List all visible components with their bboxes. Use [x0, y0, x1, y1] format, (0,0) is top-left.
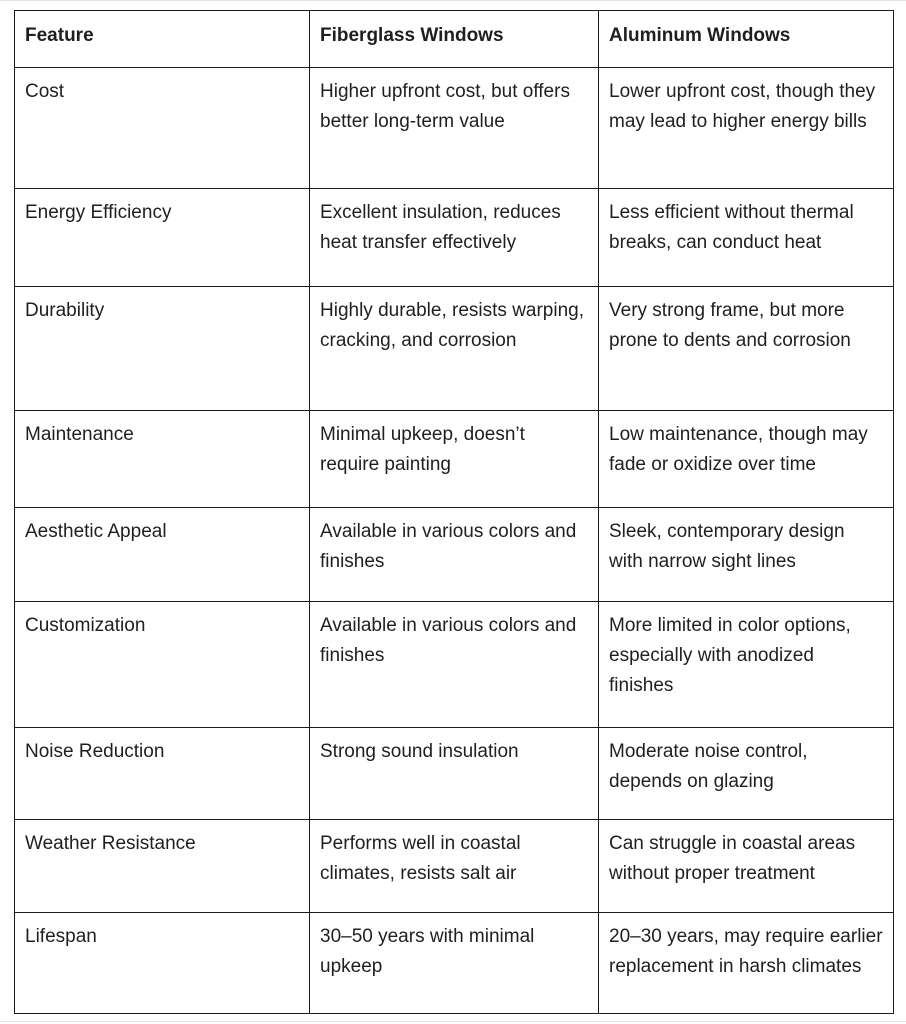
header-fiberglass: Fiberglass Windows	[310, 11, 599, 68]
cell-fiberglass: Higher upfront cost, but offers better long-term value	[310, 68, 599, 189]
table-row	[15, 820, 894, 913]
cell-aluminum: Sleek, contemporary design with narrow sight lines	[599, 508, 894, 602]
cell-feature: Lifespan	[15, 913, 310, 1014]
cell-fiberglass: Performs well in coastal climates, resists salt air	[310, 820, 599, 913]
table-row	[15, 189, 894, 287]
cell-aluminum: Very strong frame, but more prone to dents and corrosion	[599, 287, 894, 411]
comparison-table	[14, 10, 894, 1014]
table-row	[15, 913, 894, 1014]
bottom-divider	[0, 1021, 906, 1022]
cell-fiberglass: Highly durable, resists warping, cracking, and corrosion	[310, 287, 599, 411]
header-aluminum: Aluminum Windows	[599, 11, 894, 68]
cell-feature: Maintenance	[15, 411, 310, 508]
header-feature: Feature	[15, 11, 310, 68]
cell-fiberglass: Strong sound insulation	[310, 728, 599, 820]
top-divider	[0, 0, 906, 1]
cell-feature: Energy Efficiency	[15, 189, 310, 287]
cell-fiberglass: Available in various colors and finishes	[310, 508, 599, 602]
cell-feature: Noise Reduction	[15, 728, 310, 820]
cell-fiberglass: Available in various colors and finishes	[310, 602, 599, 728]
cell-aluminum: Lower upfront cost, though they may lead to higher energy bills	[599, 68, 894, 189]
table-row	[15, 411, 894, 508]
cell-feature: Cost	[15, 68, 310, 189]
cell-aluminum: More limited in color options, especially with anodized finishes	[599, 602, 894, 728]
cell-aluminum: Low maintenance, though may fade or oxidize over time	[599, 411, 894, 508]
table-row	[15, 602, 894, 728]
table-row	[15, 728, 894, 820]
cell-feature: Durability	[15, 287, 310, 411]
table-row	[15, 68, 894, 189]
cell-feature: Aesthetic Appeal	[15, 508, 310, 602]
cell-fiberglass: Minimal upkeep, doesn’t require painting	[310, 411, 599, 508]
table-row	[15, 508, 894, 602]
cell-aluminum: Moderate noise control, depends on glazing	[599, 728, 894, 820]
cell-aluminum: Less efficient without thermal breaks, can conduct heat	[599, 189, 894, 287]
cell-feature: Customization	[15, 602, 310, 728]
cell-aluminum: Can struggle in coastal areas without proper treatment	[599, 820, 894, 913]
cell-feature: Weather Resistance	[15, 820, 310, 913]
cell-aluminum: 20–30 years, may require earlier replacement in harsh climates	[599, 913, 894, 1014]
table-header-row	[15, 11, 894, 68]
cell-fiberglass: 30–50 years with minimal upkeep	[310, 913, 599, 1014]
table-row	[15, 287, 894, 411]
cell-fiberglass: Excellent insulation, reduces heat transfer effectively	[310, 189, 599, 287]
